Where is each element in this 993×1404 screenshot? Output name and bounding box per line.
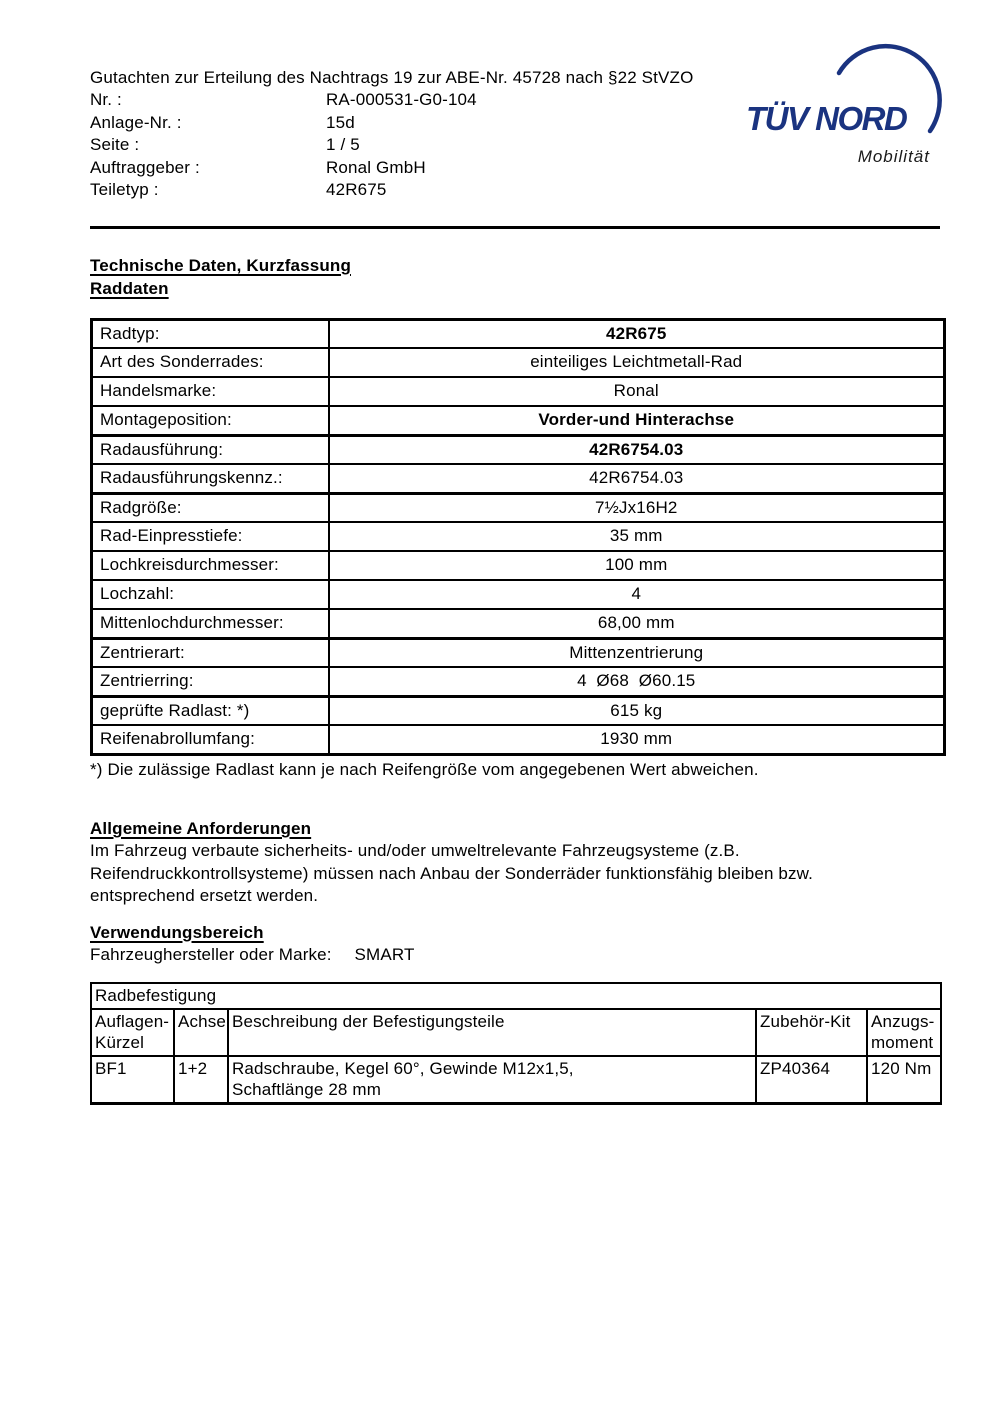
field-value: Ronal GmbH (326, 157, 426, 177)
row-label: Art des Sonderrades: (92, 348, 329, 377)
row-value: Mittenzentrierung (329, 638, 945, 667)
header-field-row (90, 179, 943, 202)
table-row (92, 551, 945, 580)
table-row (92, 348, 945, 377)
section-headings (90, 254, 943, 300)
table-row (92, 377, 945, 406)
row-label: Zentrierart: (92, 638, 329, 667)
radbefestigung-header-row (91, 1009, 941, 1056)
radbefestigung-title: Radbefestigung (91, 983, 941, 1009)
row-value: 4 Ø68 Ø60.15 (329, 667, 945, 696)
row-label: Reifenabrollumfang: (92, 725, 329, 754)
row-value: 4 (329, 580, 945, 609)
row-value: 42R6754.03 (329, 435, 945, 464)
logo-brand-text: TÜV NORD (746, 100, 907, 137)
section-heading-technische-daten: Technische Daten, Kurzfassung (90, 255, 351, 275)
row-label: Lochkreisdurchmesser: (92, 551, 329, 580)
row-label: Handelsmarke: (92, 377, 329, 406)
raddaten-table (90, 318, 946, 756)
field-label: Nr. : (90, 90, 122, 109)
row-label: Radtyp: (92, 319, 329, 348)
row-value: 615 kg (329, 696, 945, 725)
column-header-anzugsmoment: Anzugs- moment (867, 1009, 941, 1056)
table-row (92, 464, 945, 493)
row-value: 68,00 mm (329, 609, 945, 638)
table-row (92, 667, 945, 696)
field-value: 42R675 (326, 180, 387, 199)
table-row (92, 609, 945, 638)
row-label: Radausführung: (92, 435, 329, 464)
header-field-row (90, 157, 943, 180)
header-divider (90, 226, 940, 229)
logo-division-text: Mobilität (857, 147, 930, 166)
row-value: einteiliges Leichtmetall-Rad (329, 348, 945, 377)
radbefestigung-data-row (91, 1056, 941, 1104)
table-row (92, 406, 945, 435)
row-value: 7½Jx16H2 (329, 493, 945, 522)
header-fields (90, 89, 943, 202)
row-label: Lochzahl: (92, 580, 329, 609)
fahrzeughersteller-line (90, 944, 943, 967)
column-header-zubehoer-kit: Zubehör-Kit (756, 1009, 867, 1056)
field-label: Anlage-Nr. : (90, 112, 182, 132)
row-label: Rad-Einpresstiefe: (92, 522, 329, 551)
cell-achse: 1+2 (174, 1056, 228, 1104)
field-label: Seite : (90, 135, 140, 154)
table-row (92, 435, 945, 464)
column-header-achse: Achse (174, 1009, 228, 1056)
row-value: Vorder-und Hinterachse (329, 406, 945, 435)
table-row (92, 580, 945, 609)
document-content (90, 66, 943, 1105)
section-heading-verwendungsbereich: Verwendungsbereich (90, 922, 264, 942)
table-row (92, 696, 945, 725)
row-value: 42R675 (329, 319, 945, 348)
radbefestigung-table (90, 982, 942, 1105)
row-label: Radausführungskennz.: (92, 464, 329, 493)
table-row (92, 493, 945, 522)
fahrzeughersteller-label: Fahrzeughersteller oder Marke: (90, 944, 332, 964)
field-label: Auftraggeber : (90, 157, 200, 177)
table-row (92, 522, 945, 551)
row-value: 1930 mm (329, 725, 945, 754)
field-value: 1 / 5 (326, 135, 360, 154)
allgemeine-anforderungen-text: Im Fahrzeug verbaute sicherheits- und/oder umweltrelevante Fahrzeugsysteme (z.B. Reifendruckkontrollsysteme) müssen nach Anbau der Sonderräder funktionsfähig bleiben bzw. entsprechend ersetzt werden. (90, 841, 814, 905)
radbefestigung-title-row (91, 983, 941, 1009)
row-value: 42R6754.03 (329, 464, 945, 493)
field-value: 15d (326, 112, 355, 132)
header-field-row (90, 134, 943, 157)
row-label: Zentrierring: (92, 667, 329, 696)
cell-zubehoer-kit: ZP40364 (756, 1056, 867, 1104)
column-header-beschreibung: Beschreibung der Befestigungsteile (228, 1009, 756, 1056)
section-heading-raddaten: Raddaten (90, 278, 169, 298)
table-row (92, 638, 945, 667)
cell-auflagen-kuerzel: BF1 (91, 1056, 174, 1104)
section-heading-allgemeine-anforderungen: Allgemeine Anforderungen (90, 819, 312, 838)
column-header-auflagen-kuerzel: Auflagen- Kürzel (91, 1009, 174, 1056)
header-field-row (90, 112, 943, 135)
row-label: Montageposition: (92, 406, 329, 435)
row-label: Radgröße: (92, 493, 329, 522)
row-value: 100 mm (329, 551, 945, 580)
table-row (92, 319, 945, 348)
header-field-row (90, 89, 943, 112)
fahrzeughersteller-value: SMART (354, 944, 415, 964)
document-title: Gutachten zur Erteilung des Nachtrags 19 zur ABE-Nr. 45728 nach §22 StVZO (90, 68, 694, 87)
field-label: Teiletyp : (90, 180, 159, 199)
cell-anzugsmoment: 120 Nm (867, 1056, 941, 1104)
table-row (92, 725, 945, 754)
radlast-footnote: *) Die zulässige Radlast kann je nach Reifengröße vom angegebenen Wert abweichen. (90, 759, 759, 779)
row-value: Ronal (329, 377, 945, 406)
cell-beschreibung: Radschraube, Kegel 60°, Gewinde M12x1,5, Schaftlänge 28 mm (228, 1056, 756, 1104)
row-label: Mittenlochdurchmesser: (92, 609, 329, 638)
row-label: geprüfte Radlast: *) (92, 696, 329, 725)
field-value: RA-000531-G0-104 (326, 90, 477, 109)
row-value: 35 mm (329, 522, 945, 551)
